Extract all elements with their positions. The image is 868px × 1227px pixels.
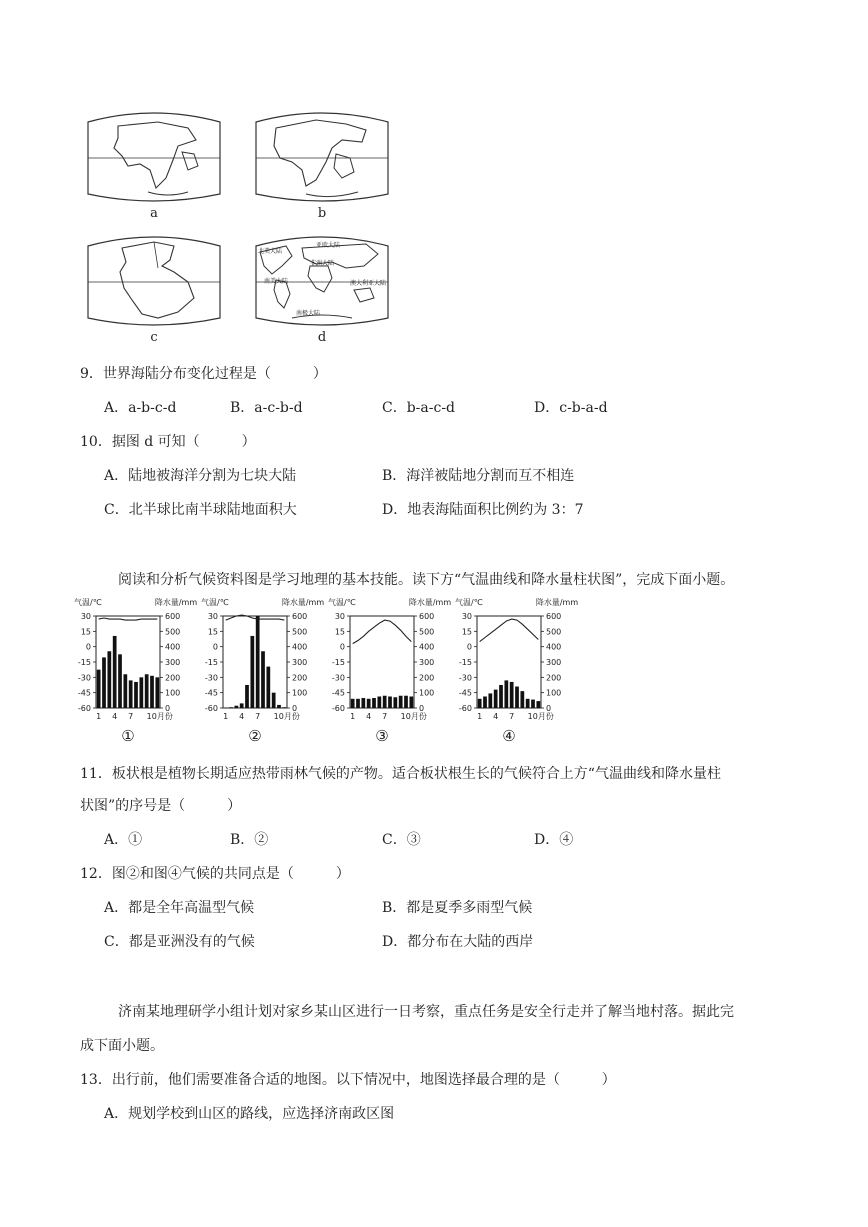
temperature-tick-label: -60 bbox=[458, 704, 472, 713]
question-9-option-b: B．a-c-b-d bbox=[230, 400, 303, 416]
chart-number-label: ③ bbox=[375, 727, 389, 745]
temperature-tick-label: 0 bbox=[339, 642, 345, 652]
question-12-option-d: D．都分布在大陆的西岸 bbox=[382, 934, 534, 950]
precipitation-bar bbox=[229, 707, 233, 708]
precipitation-bar bbox=[372, 698, 376, 708]
temperature-tick-label: -45 bbox=[77, 688, 91, 698]
month-tick-label: 1 bbox=[223, 712, 229, 721]
temperature-tick-label: 30 bbox=[461, 612, 472, 621]
question-11-option-c: C．③ bbox=[382, 832, 421, 848]
precipitation-bar bbox=[155, 677, 159, 708]
map-a-label: a bbox=[150, 206, 158, 221]
month-tick-label: 4 bbox=[366, 712, 372, 721]
precipitation-bar bbox=[240, 703, 244, 708]
precipitation-bar bbox=[494, 690, 498, 708]
precipitation-bar bbox=[266, 667, 270, 708]
passage-fieldtrip-intro-line2: 成下面小题。 bbox=[80, 1038, 164, 1054]
precipitation-bar bbox=[404, 696, 408, 708]
map-d-annotation: 亚欧大陆 bbox=[316, 242, 341, 249]
map-b-label: b bbox=[317, 206, 327, 221]
temperature-curve bbox=[99, 618, 158, 620]
precipitation-bar bbox=[250, 636, 254, 708]
precipitation-tick-label: 200 bbox=[546, 673, 562, 683]
precipitation-tick-label: 200 bbox=[419, 673, 435, 683]
precipitation-tick-label: 100 bbox=[546, 688, 562, 698]
question-11-option-d: D．④ bbox=[534, 832, 574, 848]
precipitation-tick-label: 300 bbox=[292, 658, 308, 667]
temperature-curve bbox=[353, 620, 412, 644]
precipitation-tick-label: 400 bbox=[419, 642, 435, 652]
question-9-option-c: C．b-a-c-d bbox=[382, 400, 456, 416]
precipitation-tick-label: 600 bbox=[292, 612, 308, 621]
temperature-tick-label: 30 bbox=[80, 612, 91, 621]
temperature-tick-label: -15 bbox=[204, 658, 218, 667]
precipitation-bar bbox=[102, 657, 106, 708]
precipitation-bar bbox=[367, 699, 371, 708]
question-10-stem: 10．据图 d 可知（ ） bbox=[80, 434, 256, 450]
precipitation-bar bbox=[383, 696, 387, 708]
passage-fieldtrip-intro-line1: 济南某地理研学小组计划对家乡某山区进行一日考察，重点任务是安全行走并了解当地村落。据此完 bbox=[118, 1004, 734, 1020]
temperature-tick-label: 0 bbox=[85, 642, 91, 652]
climate-charts-figure bbox=[70, 594, 590, 752]
precipitation-tick-label: 500 bbox=[292, 627, 308, 637]
precipitation-bar bbox=[377, 697, 381, 709]
precipitation-bar bbox=[139, 677, 143, 708]
precipitation-bar bbox=[388, 697, 392, 709]
month-tick-label: 4 bbox=[112, 712, 118, 721]
precipitation-tick-label: 500 bbox=[546, 627, 562, 637]
month-tick-label: 10月份 bbox=[400, 712, 427, 721]
chart-number-label: ① bbox=[121, 727, 135, 745]
precipitation-bar bbox=[478, 699, 482, 708]
month-tick-label: 4 bbox=[493, 712, 499, 721]
question-11-option-b: B．② bbox=[230, 832, 269, 848]
temperature-tick-label: -15 bbox=[77, 658, 91, 667]
precipitation-bar bbox=[483, 697, 487, 709]
map-a-image bbox=[78, 108, 230, 206]
chart-plot-frame bbox=[350, 616, 414, 708]
precipitation-bar bbox=[113, 636, 117, 708]
precipitation-bar bbox=[356, 699, 360, 708]
precipitation-tick-label: 400 bbox=[546, 642, 562, 652]
precipitation-bar bbox=[515, 687, 519, 708]
month-tick-label: 1 bbox=[350, 712, 356, 721]
month-tick-label: 10月份 bbox=[146, 712, 173, 721]
question-11-stem-line1: 11．板状根是植物长期适应热带雨林气候的产物。适合板状根生长的气候符合上方“气温曲线和降水量柱 bbox=[80, 766, 721, 782]
month-tick-label: 4 bbox=[239, 712, 245, 721]
precipitation-tick-label: 0 bbox=[419, 704, 425, 713]
precipitation-bar bbox=[234, 706, 238, 708]
temperature-tick-label: 15 bbox=[461, 627, 472, 637]
temperature-tick-label: -60 bbox=[331, 704, 345, 713]
precipitation-bar bbox=[510, 682, 514, 708]
question-10-option-b: B．海洋被陆地分割而互不相连 bbox=[382, 468, 575, 484]
precipitation-tick-label: 400 bbox=[165, 642, 181, 652]
month-tick-label: 1 bbox=[96, 712, 102, 721]
precipitation-tick-label: 100 bbox=[419, 688, 435, 698]
precipitation-bar bbox=[504, 680, 508, 708]
temperature-tick-label: -30 bbox=[458, 673, 472, 683]
precipitation-tick-label: 200 bbox=[165, 673, 181, 683]
precipitation-tick-label: 200 bbox=[292, 673, 308, 683]
precipitation-bar bbox=[277, 705, 281, 708]
precipitation-bar bbox=[526, 699, 530, 708]
precipitation-tick-label: 600 bbox=[165, 612, 181, 621]
map-c-label: c bbox=[150, 330, 158, 345]
precipitation-axis-title: 降水量/mm bbox=[408, 598, 452, 607]
precipitation-tick-label: 0 bbox=[292, 704, 298, 713]
precipitation-bar bbox=[361, 698, 365, 708]
question-11-stem-line2: 状图”的序号是（ ） bbox=[80, 798, 242, 814]
question-13-stem: 13．出行前，他们需要准备合适的地图。以下情况中，地图选择最合理的是（ ） bbox=[80, 1072, 616, 1088]
precipitation-bar bbox=[409, 697, 413, 709]
precipitation-tick-label: 0 bbox=[546, 704, 552, 713]
precipitation-bar bbox=[118, 654, 122, 708]
precipitation-tick-label: 100 bbox=[165, 688, 181, 698]
precipitation-axis-title: 降水量/mm bbox=[154, 598, 198, 607]
temperature-tick-label: -30 bbox=[77, 673, 91, 683]
precipitation-bar bbox=[123, 674, 127, 708]
question-10-option-d: D．地表海陆面积比例约为 3：7 bbox=[382, 502, 584, 518]
temperature-tick-label: -60 bbox=[77, 704, 91, 713]
temperature-tick-label: 15 bbox=[207, 627, 218, 637]
temperature-tick-label: -45 bbox=[204, 688, 218, 698]
map-c-image bbox=[78, 232, 230, 330]
precipitation-bar bbox=[97, 670, 101, 708]
precipitation-bar bbox=[282, 707, 286, 708]
precipitation-bar bbox=[145, 674, 149, 708]
precipitation-tick-label: 500 bbox=[165, 627, 181, 637]
temperature-axis-title: 气温/℃ bbox=[328, 598, 356, 607]
precipitation-bar bbox=[536, 701, 540, 708]
temperature-axis-title: 气温/℃ bbox=[201, 598, 229, 607]
question-12-option-c: C．都是亚洲没有的气候 bbox=[104, 934, 255, 950]
precipitation-bar bbox=[150, 676, 154, 708]
question-12-option-b: B．都是夏季多雨型气候 bbox=[382, 900, 533, 916]
precipitation-bar bbox=[399, 696, 403, 708]
question-10-option-a: A．陆地被海洋分割为七块大陆 bbox=[104, 468, 297, 484]
temperature-tick-label: 0 bbox=[212, 642, 218, 652]
precipitation-axis-title: 降水量/mm bbox=[281, 598, 325, 607]
temperature-tick-label: -45 bbox=[458, 688, 472, 698]
question-12-option-a: A．都是全年高温型气候 bbox=[104, 900, 255, 916]
question-13-option-a: A．规划学校到山区的路线，应选择济南政区图 bbox=[104, 1106, 395, 1122]
map-b-image bbox=[246, 108, 398, 206]
precipitation-tick-label: 300 bbox=[419, 658, 435, 667]
map-d-annotation: 北美大陆 bbox=[258, 248, 283, 255]
precipitation-bar bbox=[393, 697, 397, 708]
precipitation-bar bbox=[488, 693, 492, 708]
precipitation-bar bbox=[107, 651, 111, 708]
question-12-stem: 12．图②和图④气候的共同点是（ ） bbox=[80, 866, 350, 882]
passage-climate-intro: 阅读和分析气候资料图是学习地理的基本技能。读下方“气温曲线和降水量柱状图”，完成下面小题。 bbox=[118, 572, 735, 588]
precipitation-bar bbox=[129, 680, 133, 708]
precipitation-bar bbox=[261, 651, 265, 708]
map-d-label: d bbox=[317, 330, 327, 345]
month-tick-label: 7 bbox=[509, 712, 515, 721]
precipitation-axis-title: 降水量/mm bbox=[535, 598, 579, 607]
map-d-annotation: 南极大陆 bbox=[296, 310, 321, 317]
month-tick-label: 7 bbox=[382, 712, 388, 721]
month-tick-label: 10月份 bbox=[527, 712, 554, 721]
temperature-tick-label: -60 bbox=[204, 704, 218, 713]
temperature-tick-label: -15 bbox=[331, 658, 345, 667]
question-10-option-c: C．北半球比南半球陆地面积大 bbox=[104, 502, 297, 518]
temperature-tick-label: 30 bbox=[207, 612, 218, 621]
temperature-tick-label: -15 bbox=[458, 658, 472, 667]
map-d-annotation: 澳大利亚大陆 bbox=[350, 280, 387, 287]
precipitation-bar bbox=[499, 685, 503, 708]
temperature-tick-label: 15 bbox=[334, 627, 345, 637]
precipitation-bar bbox=[272, 693, 276, 708]
precipitation-tick-label: 600 bbox=[546, 612, 562, 621]
month-tick-label: 7 bbox=[255, 712, 261, 721]
chart-number-label: ② bbox=[248, 727, 262, 745]
precipitation-tick-label: 400 bbox=[292, 642, 308, 652]
question-11-option-a: A．① bbox=[104, 832, 143, 848]
precipitation-tick-label: 600 bbox=[419, 612, 435, 621]
month-tick-label: 7 bbox=[128, 712, 134, 721]
question-9-option-a: A．a-b-c-d bbox=[104, 400, 177, 416]
precipitation-tick-label: 0 bbox=[165, 704, 171, 713]
month-tick-label: 1 bbox=[477, 712, 483, 721]
precipitation-bar bbox=[351, 699, 355, 708]
precipitation-bar bbox=[256, 616, 260, 708]
temperature-tick-label: 30 bbox=[334, 612, 345, 621]
precipitation-tick-label: 300 bbox=[546, 658, 562, 667]
precipitation-bar bbox=[245, 685, 249, 708]
temperature-curve bbox=[480, 619, 539, 642]
map-d-annotation: 非洲大陆 bbox=[310, 260, 335, 267]
temperature-axis-title: 气温/℃ bbox=[74, 598, 102, 607]
precipitation-bar bbox=[531, 700, 535, 708]
temperature-tick-label: -30 bbox=[331, 673, 345, 683]
temperature-tick-label: -45 bbox=[331, 688, 345, 698]
precipitation-tick-label: 300 bbox=[165, 658, 181, 667]
chart-plot-frame bbox=[223, 616, 287, 708]
question-9-stem: 9．世界海陆分布变化过程是（ ） bbox=[80, 366, 327, 382]
month-tick-label: 10月份 bbox=[273, 712, 300, 721]
chart-number-label: ④ bbox=[502, 727, 516, 745]
precipitation-tick-label: 500 bbox=[419, 627, 435, 637]
precipitation-bar bbox=[134, 682, 138, 708]
temperature-tick-label: -30 bbox=[204, 673, 218, 683]
precipitation-bar bbox=[520, 691, 524, 708]
world-maps-figure bbox=[78, 108, 398, 348]
question-9-option-d: D．c-b-a-d bbox=[534, 400, 608, 416]
temperature-axis-title: 气温/℃ bbox=[455, 598, 483, 607]
temperature-tick-label: 0 bbox=[466, 642, 472, 652]
precipitation-tick-label: 100 bbox=[292, 688, 308, 698]
chart-plot-frame bbox=[477, 616, 541, 708]
map-d-annotation: 南美大陆 bbox=[264, 278, 289, 285]
temperature-tick-label: 15 bbox=[80, 627, 91, 637]
